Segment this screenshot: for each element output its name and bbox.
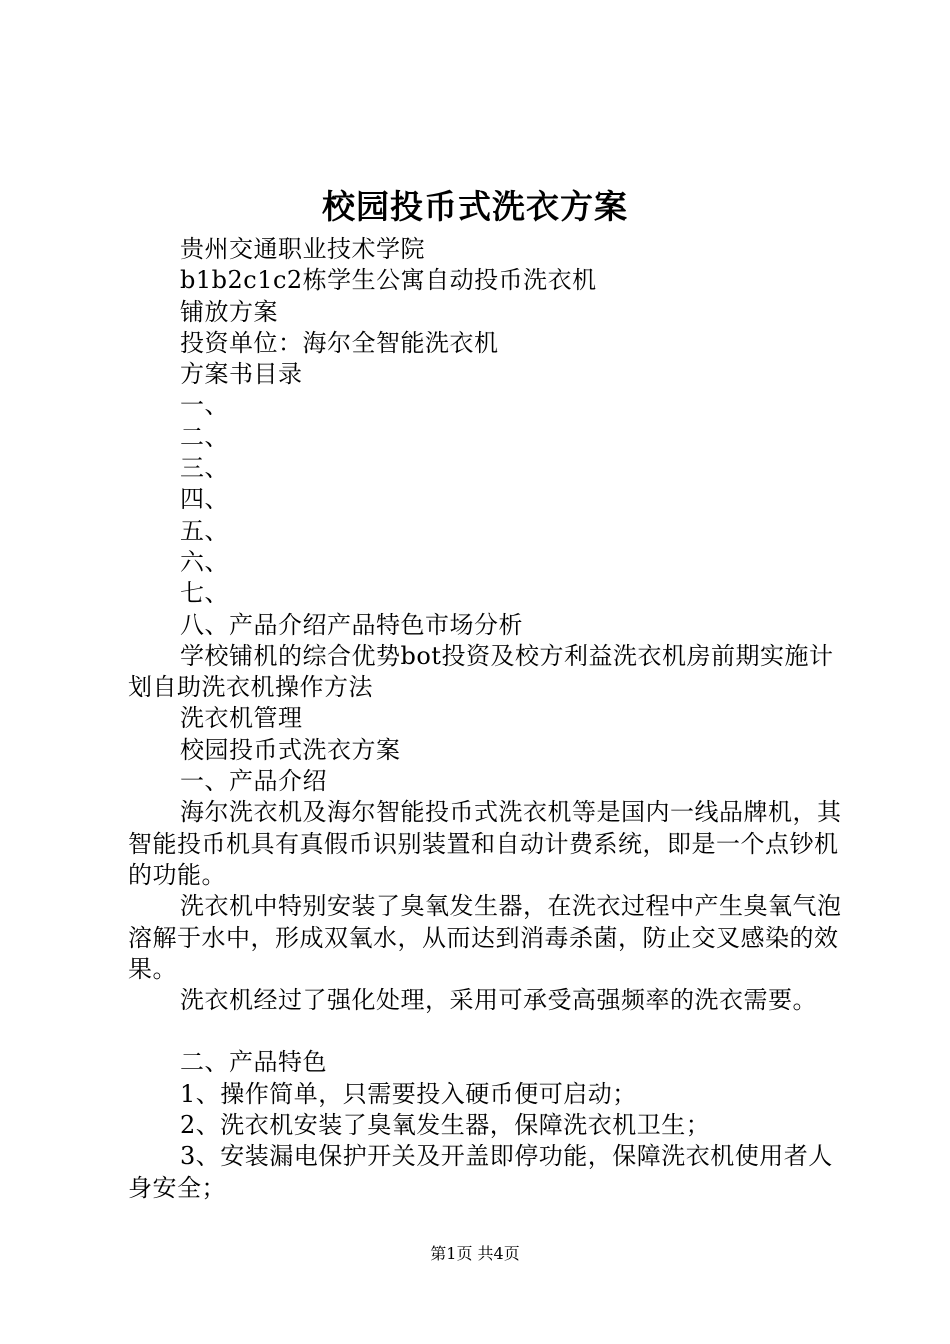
list-item: 2、洗衣机安装了臭氧发生器，保障洗衣机卫生； — [180, 1111, 711, 1140]
paragraph: 投资单位：海尔全智能洗衣机 — [180, 328, 499, 357]
paragraph: 学校铺机的综合优势bot投资及校方利益洗衣机房前期实施计划自助洗衣机操作方法 — [128, 641, 834, 702]
toc-item: 八、产品介绍产品特色市场分析 — [180, 610, 523, 639]
document-body — [128, 234, 848, 1204]
page-footer: 第1页 共4页 — [430, 1244, 520, 1263]
paragraph: 洗衣机中特别安装了臭氧发生器，在洗衣过程中产生臭氧气泡溶解于水中，形成双氧水，从而达到消毒杀菌，防止交叉感染的效果。 — [128, 892, 842, 983]
paragraph: 贵州交通职业技术学院 — [180, 235, 425, 263]
paragraph: 洗衣机经过了强化处理，采用可承受高强频率的洗衣需要。 — [180, 986, 817, 1015]
paragraph: 海尔洗衣机及海尔智能投币式洗衣机等是国内一线品牌机，其智能投币机具有真假币识别装置和自动计费系统，即是一个点钞机的功能。 — [128, 798, 842, 889]
paragraph: 校园投币式洗衣方案 — [180, 735, 401, 764]
paragraph: b1b2c1c2栋学生公寓自动投币洗衣机 — [180, 266, 597, 295]
paragraph: 洗衣机管理 — [180, 704, 303, 733]
toc-item: 四、 — [180, 485, 229, 514]
toc-item: 三、 — [180, 454, 229, 483]
toc-item: 六、 — [180, 547, 229, 576]
toc-item: 二、 — [180, 422, 229, 451]
section-heading: 一、产品介绍 — [180, 767, 327, 796]
section-heading: 二、产品特色 — [180, 1048, 327, 1077]
document-title: 校园投币式洗衣方案 — [322, 187, 628, 226]
list-item: 1、操作简单，只需要投入硬币便可启动； — [180, 1079, 637, 1108]
paragraph: 铺放方案 — [180, 297, 278, 326]
list-item: 3、安装漏电保护开关及开盖即停功能，保障洗衣机使用者人身安全； — [128, 1142, 833, 1202]
toc-item: 一、 — [180, 391, 229, 420]
toc-item: 五、 — [180, 516, 229, 545]
paragraph: 方案书目录 — [180, 360, 303, 389]
toc-item: 七、 — [180, 579, 229, 608]
